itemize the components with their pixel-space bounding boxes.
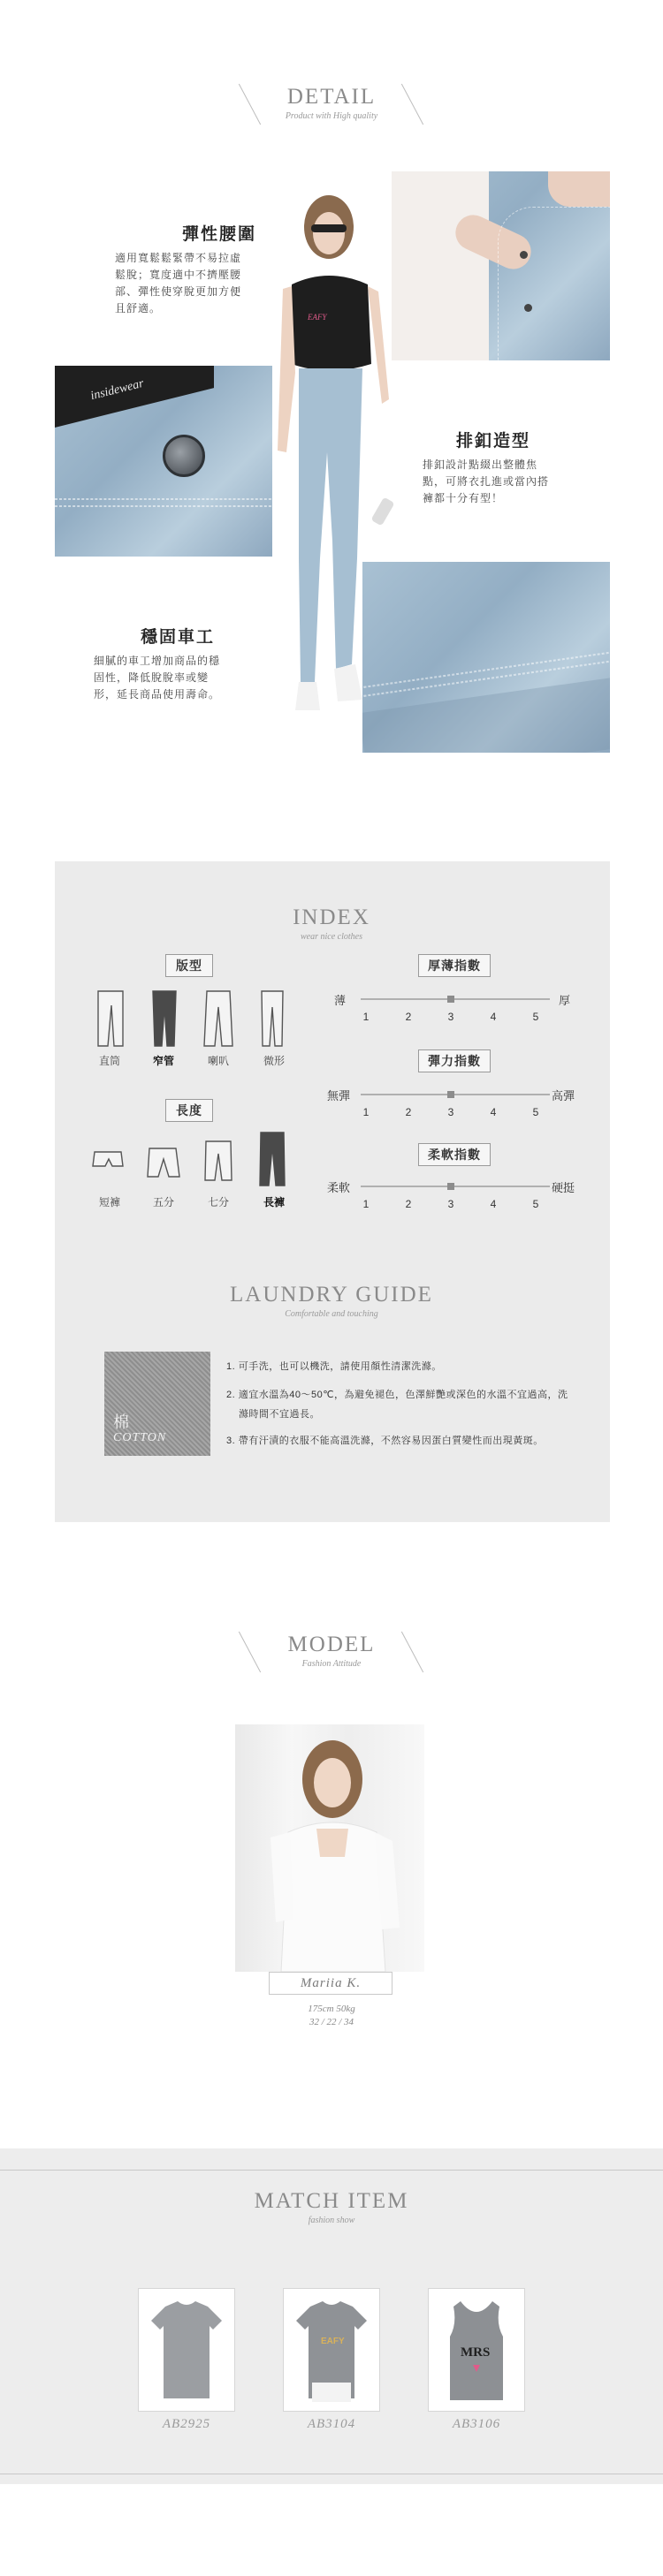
straight-fit-icon xyxy=(98,991,123,1046)
cropped-length-icon xyxy=(205,1141,232,1180)
softness-min: 柔軟 xyxy=(327,1181,351,1194)
model-name: Mariia K. xyxy=(269,1972,392,1995)
feature-waist xyxy=(115,221,256,317)
tank-top-icon xyxy=(429,2289,524,2411)
feature-stitching-text: 形，延長商品使用壽命。 xyxy=(94,688,221,701)
fit-option: 直筒 xyxy=(98,1055,120,1067)
model-subtitle: Fashion Attitude xyxy=(301,1659,362,1669)
laundry-item: 3. 帶有汗漬的衣服不能高溫洗滌，不然容易因蛋白質變性而出現黃斑。 xyxy=(226,1436,544,1446)
elasticity-tick: 3 xyxy=(447,1106,454,1118)
elasticity-value-mark xyxy=(447,1091,454,1098)
thickness-tick: 2 xyxy=(405,1011,412,1023)
feature-stitching xyxy=(94,624,262,703)
length-tag: 長度 xyxy=(165,1099,213,1122)
match-item-code[interactable]: AB3104 xyxy=(307,2417,356,2431)
button-closeup-photo: insidewear xyxy=(55,366,272,557)
index-subtitle: wear nice clothes xyxy=(301,932,362,942)
softness-tick: 2 xyxy=(405,1198,412,1210)
softness-tick: 1 xyxy=(362,1198,370,1210)
match-item-code[interactable]: AB3106 xyxy=(452,2417,501,2431)
feature-waist-title: 彈性腰圍 xyxy=(181,225,256,244)
fit-option: 微形 xyxy=(263,1055,285,1067)
match-item-card[interactable] xyxy=(138,2288,235,2412)
length-option-selected: 長褲 xyxy=(263,1196,285,1208)
elasticity-tag: 彈力指數 xyxy=(418,1049,491,1072)
feature-waist-text: 且舒適。 xyxy=(115,302,162,314)
laundry-subtitle: Comfortable and touching xyxy=(285,1309,378,1319)
laundry-item: 滌時間不宜過長。 xyxy=(239,1409,320,1420)
detail-subtitle: Product with High quality xyxy=(285,111,378,121)
softness-value-mark xyxy=(447,1183,454,1190)
softness-max: 硬挺 xyxy=(552,1181,575,1194)
thickness-value-mark xyxy=(447,996,454,1003)
match-header xyxy=(0,2189,663,2225)
elasticity-max: 高彈 xyxy=(552,1089,575,1102)
pocket-closeup-photo xyxy=(392,171,610,360)
feature-stitching-text: 固性，降低脫脫率或變 xyxy=(94,671,210,684)
match-title: MATCH ITEM xyxy=(254,2189,409,2213)
feature-stitching-text: 細膩的車工增加商品的穩 xyxy=(94,655,221,667)
elasticity-tick: 1 xyxy=(362,1106,370,1118)
fabric-cn: 棉 xyxy=(113,1413,129,1431)
index-title: INDEX xyxy=(293,905,370,929)
feature-buttons-text: 點，可將衣扎進或當內搭 xyxy=(423,475,550,488)
skinny-fit-icon xyxy=(153,991,176,1046)
fit-tag: 版型 xyxy=(165,954,213,977)
model-photo xyxy=(235,1724,424,1972)
model-measurements: 32 / 22 / 34 xyxy=(309,2017,354,2027)
laundry-title: LAUNDRY GUIDE xyxy=(230,1283,433,1307)
feature-waist-text: 部、彈性使穿脫更加方便 xyxy=(115,285,242,298)
thickness-tick: 1 xyxy=(362,1011,370,1023)
length-option: 短褲 xyxy=(98,1196,120,1208)
tshirt-icon xyxy=(139,2289,234,2411)
length-icons xyxy=(86,1131,298,1187)
match-item-print: MRS xyxy=(461,2345,491,2360)
flare-fit-icon xyxy=(204,991,232,1046)
model-header xyxy=(0,1633,663,1669)
match-subtitle: fashion show xyxy=(308,2216,355,2225)
model-title: MODEL xyxy=(287,1633,376,1656)
softness-tick: 3 xyxy=(447,1198,454,1210)
elasticity-tick: 2 xyxy=(405,1106,412,1118)
fit-option: 喇叭 xyxy=(207,1055,229,1067)
thickness-tick: 3 xyxy=(447,1011,454,1023)
index-header xyxy=(0,905,663,942)
fit-option-selected: 窄管 xyxy=(152,1055,174,1067)
thickness-scale-line xyxy=(361,998,550,1000)
thickness-max: 厚 xyxy=(559,994,571,1007)
slim-fit-icon xyxy=(262,991,283,1046)
hem-closeup-photo xyxy=(362,562,610,753)
length-option: 七分 xyxy=(207,1196,229,1208)
length-option: 五分 xyxy=(152,1196,174,1208)
softness-tick: 4 xyxy=(490,1198,497,1210)
thickness-min: 薄 xyxy=(334,994,347,1007)
detail-title: DETAIL xyxy=(286,85,377,109)
laundry-header xyxy=(0,1283,663,1319)
feature-stitching-title: 穩固車工 xyxy=(140,628,215,647)
elasticity-tick: 4 xyxy=(490,1106,497,1118)
feature-waist-text: 鬆脫；寬度適中不擠壓腰 xyxy=(115,269,242,281)
match-item-card[interactable] xyxy=(283,2288,380,2412)
match-item-print: EAFY xyxy=(321,2337,345,2346)
fabric-en: COTTON xyxy=(113,1431,167,1444)
feature-buttons-text: 排釦設計點綴出整體焦 xyxy=(423,458,538,471)
cotton-swatch xyxy=(104,1352,210,1456)
detail-header xyxy=(0,85,663,121)
softness-tag: 柔軟指數 xyxy=(418,1143,491,1166)
shorts-icon xyxy=(93,1152,123,1166)
feature-buttons xyxy=(423,428,582,507)
softness-tick: 5 xyxy=(532,1198,539,1210)
divider xyxy=(0,2170,663,2171)
full-length-icon xyxy=(260,1133,285,1186)
match-item-card[interactable] xyxy=(428,2288,525,2412)
feature-buttons-title: 排釦造型 xyxy=(455,432,530,451)
thickness-tick: 5 xyxy=(532,1011,539,1023)
feature-waist-text: 適用寬鬆鬆緊帶不易拉虛 xyxy=(115,252,242,264)
softness-scale-line xyxy=(361,1186,550,1187)
feature-buttons-text: 褲都十分有型！ xyxy=(423,492,504,504)
laundry-item: 2. 適宜水溫為40～50℃，為避免褪色，色澤鮮艷或深色的水溫不宜過高，洗 xyxy=(226,1390,568,1400)
elasticity-scale-line xyxy=(361,1094,550,1095)
thickness-tag: 厚薄指數 xyxy=(418,954,491,977)
elasticity-min: 無彈 xyxy=(327,1089,351,1102)
elasticity-tick: 5 xyxy=(532,1106,539,1118)
model-height-weight: 175cm 50kg xyxy=(308,2004,355,2014)
tshirt-icon xyxy=(284,2289,379,2411)
fit-icons xyxy=(86,988,298,1049)
match-item-code[interactable]: AB2925 xyxy=(162,2417,211,2431)
laundry-item: 1. 可手洗，也可以機洗，請使用顏性清潔洗滌。 xyxy=(226,1361,442,1372)
svg-text:EAFY: EAFY xyxy=(308,313,327,322)
thickness-tick: 4 xyxy=(490,1011,497,1023)
half-length-icon xyxy=(148,1148,179,1177)
